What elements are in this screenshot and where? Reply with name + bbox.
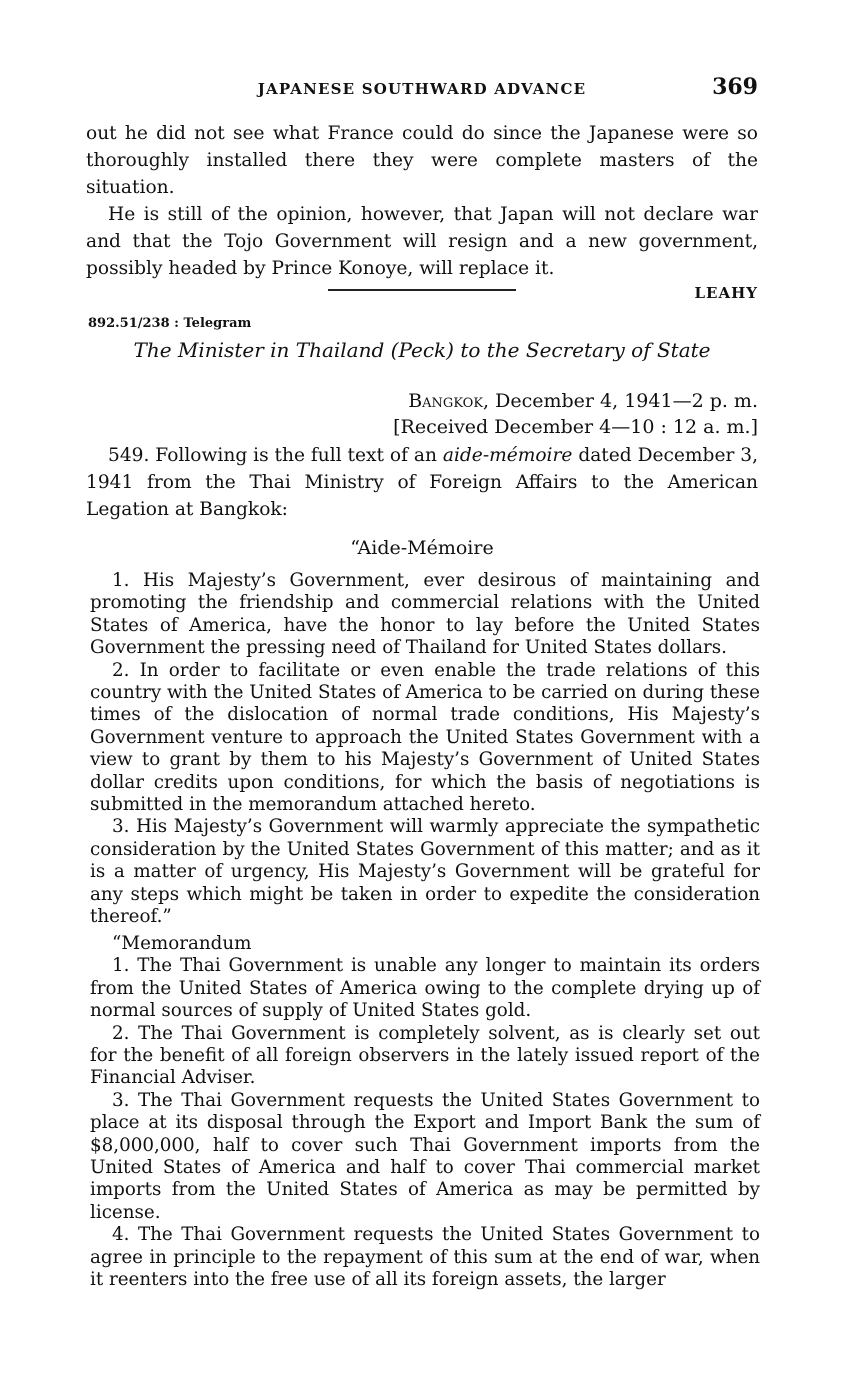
dateline-date: December 4, 1941—2 p. m. bbox=[489, 390, 758, 412]
sent-line bbox=[393, 388, 758, 414]
intro-after: dated December 3, 1941 from the Thai Ministry of Foreign Affairs to the American Legation at Bangkok: bbox=[86, 445, 759, 520]
intro-paragraph bbox=[86, 442, 758, 523]
aide-memoire-item: 1. His Majesty’s Government, ever desirous of maintaining and promoting the friendship and commercial relations with the United States of America, have the honor to lay before the United States Government the pressing need of Thailand for United States dollars. bbox=[90, 570, 760, 659]
aide-memoire-item: 3. His Majesty’s Government will warmly appreciate the sympathetic consideration by the United States Government of this matter; and as it is a matter of urgency, His Majesty’s Government will be grateful for any steps which might be taken in order to expedite the consideration thereof.” bbox=[90, 816, 760, 928]
aide-memoire-item: 2. In order to facilitate or even enable the trade relations of this country with the United States of America to be carried on during these times of the dislocation of normal trade conditions, His Majesty’s Government venture to approach the United States Government with a view to grant by them to his Majesty’s Government of United States dollar credits upon conditions, for which the basis of negotiations is submitted in the memorandum attached hereto. bbox=[90, 659, 760, 816]
dateline bbox=[393, 388, 758, 440]
aide-memoire-body bbox=[90, 570, 760, 929]
memorandum-heading: “Memorandum bbox=[112, 933, 252, 954]
memorandum-item: 4. The Thai Government requests the United States Government to agree in principle to the repayment of this sum at the end of war, when it reenters into the free use of all its foreign assets, the larger bbox=[90, 1224, 760, 1291]
page-header bbox=[86, 76, 758, 106]
continuation-paragraph-1: out he did not see what France could do since the Japanese were so thoroughly installed there they were complete masters of the situation. bbox=[86, 123, 758, 198]
memorandum-item: 1. The Thai Government is unable any longer to maintain its orders from the United States of America owing to the complete drying up of normal sources of supply of United States gold. bbox=[90, 955, 760, 1022]
telegram-intro bbox=[86, 442, 758, 523]
continuation-section bbox=[86, 120, 758, 302]
memorandum-body bbox=[90, 933, 760, 1292]
section-divider bbox=[328, 289, 516, 291]
page-number: 369 bbox=[712, 74, 758, 100]
intro-before: 549. Following is the full text of an bbox=[108, 445, 443, 466]
memorandum-item: 3. The Thai Government requests the United States Government to place at its disposal through the Export and Import Bank the sum of $8,000,000, half to cover such Thai Government imports from the United States of America and half to cover Thai commercial market imports from the United States of America as may be permitted by license. bbox=[90, 1089, 760, 1223]
running-head: JAPANESE SOUTHWARD ADVANCE bbox=[257, 80, 587, 98]
memorandum-item: 2. The Thai Government is completely solvent, as is clearly set out for the benefit of all foreign observers in the lately issued report of the Financial Adviser. bbox=[90, 1022, 760, 1089]
intro-term: aide-mémoire bbox=[442, 445, 573, 466]
dateline-place: Bangkok, bbox=[408, 390, 490, 412]
signature: LEAHY bbox=[694, 284, 758, 302]
received-line: [Received December 4—10 : 12 a. m.] bbox=[393, 416, 758, 438]
aide-memoire-heading: “Aide-Mémoire bbox=[350, 537, 494, 559]
document-title: The Minister in Thailand (Peck) to the Secretary of State bbox=[133, 338, 711, 362]
document-reference: 892.51/238 : Telegram bbox=[88, 316, 252, 331]
continuation-paragraph-2: He is still of the opinion, however, that Japan will not declare war and that the Tojo Government will resign and a new government, possibly headed by Prince Konoye, will replace it. bbox=[86, 204, 758, 279]
